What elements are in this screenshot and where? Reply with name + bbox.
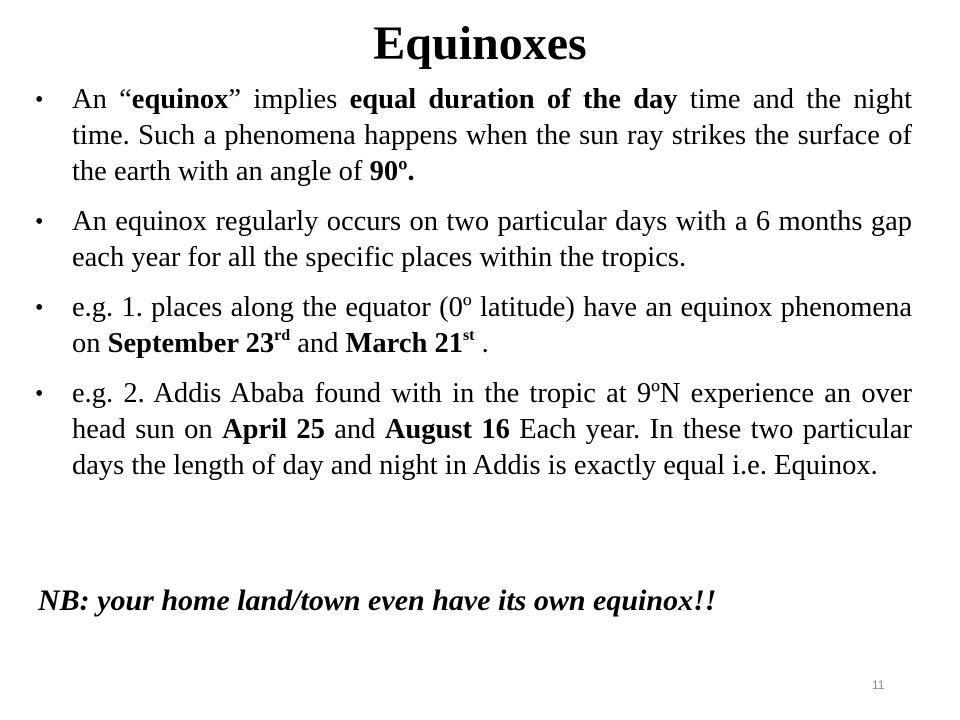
text-run: ” implies [228, 84, 350, 115]
text-run: and [290, 328, 346, 359]
bullet-item [0, 290, 912, 362]
bold-text: August 16 [384, 414, 510, 445]
bold-text: equal duration of the day [349, 84, 678, 115]
text-run: . [474, 328, 489, 359]
slide-title: Equinoxes [373, 17, 587, 70]
text-run: An “ [72, 84, 132, 115]
bullet-icon: • [35, 295, 44, 321]
text-run: e.g. 2. Addis Ababa found with in the tropic at 9ºN experience an over head sun on [72, 378, 912, 445]
bullet-item [0, 204, 912, 276]
bold-text: March 21 [345, 328, 463, 359]
bullet-item [0, 82, 912, 190]
text-run: and [324, 414, 385, 445]
nb-note: NB: your home land/town even have its own equinox!! [38, 584, 717, 617]
bullet-text [72, 84, 912, 187]
bold-text: 90º. [369, 156, 415, 187]
text-run: e.g. 1. places along the equator (0º latitude) have an equinox phenomena on [72, 292, 912, 359]
bold-text: equinox [131, 84, 229, 115]
text-run: An equinox regularly occurs on two particular days with a 6 months gap each year for all the specific places within the tropics. [72, 206, 912, 273]
bullet-icon: • [35, 381, 44, 407]
bullet-text [72, 378, 912, 481]
superscript-text: st [462, 327, 475, 344]
bold-text: September 23 [107, 328, 275, 359]
bullet-text [72, 292, 912, 359]
bullet-item [0, 376, 912, 484]
bullet-icon: • [35, 87, 44, 113]
bullet-icon: • [35, 209, 44, 235]
bullet-text [72, 206, 912, 273]
bold-text: April 25 [222, 414, 325, 445]
text-run: Each year. In these two particular days the length of day and night in Addis is exactly equal i.e. Equinox. [72, 414, 912, 481]
bullet-list [0, 82, 960, 498]
superscript-text: rd [274, 327, 291, 344]
page-number: 11 [872, 678, 885, 692]
text-run: time and the night time. Such a phenomena happens when the sun ray strikes the surface of the earth with an angle of [72, 84, 912, 187]
